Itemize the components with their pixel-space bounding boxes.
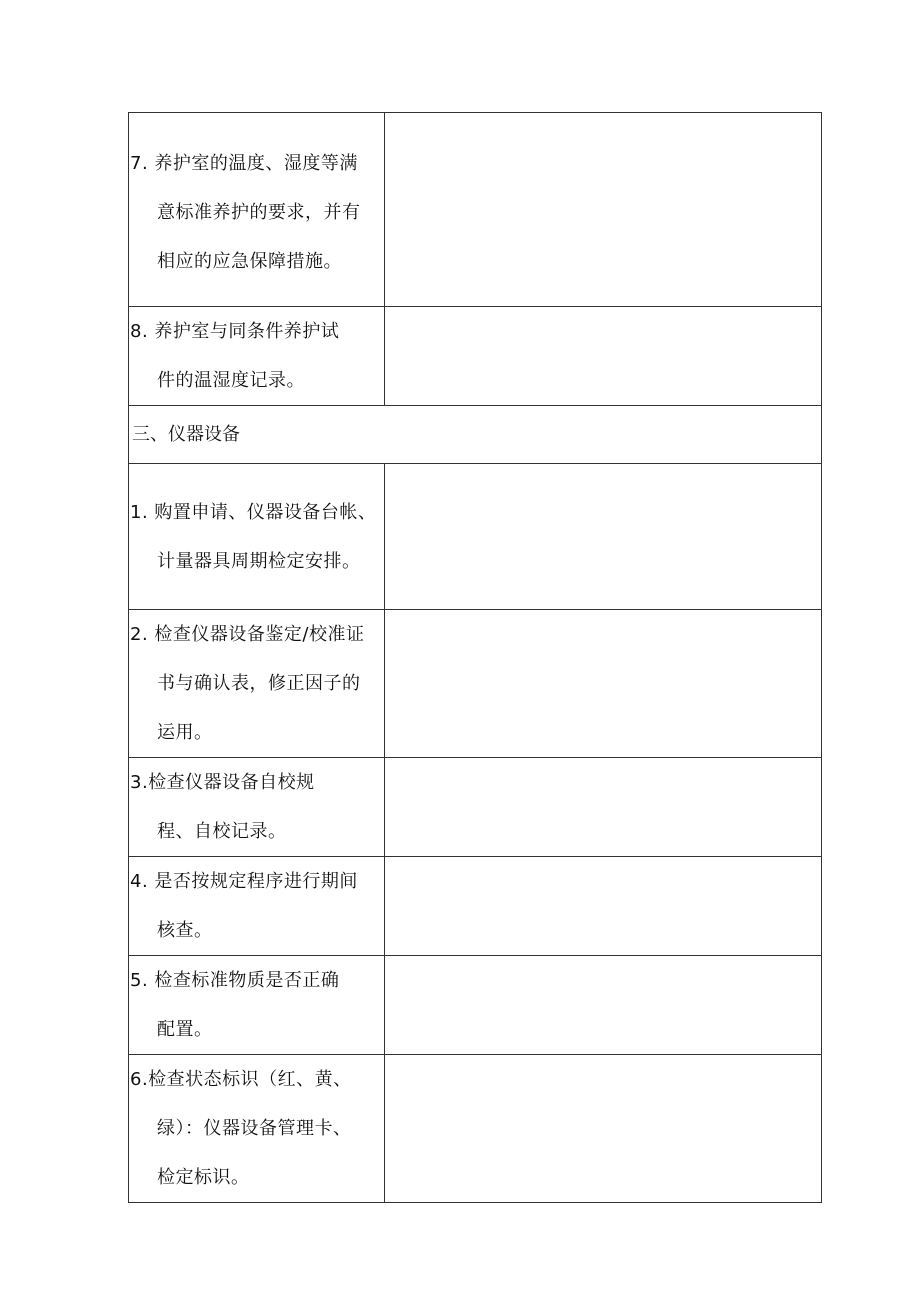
answer-cell[interactable]	[385, 758, 822, 857]
answer-cell[interactable]	[385, 307, 822, 406]
item-cell	[129, 1055, 385, 1203]
item-text-line: 程、自校记录。	[157, 821, 287, 842]
item-text-line: 检定标识。	[157, 1167, 250, 1188]
table-row	[129, 610, 822, 758]
section-row	[129, 406, 822, 464]
item-cell	[129, 956, 385, 1055]
item-cell	[129, 464, 385, 610]
item-cell	[129, 610, 385, 758]
item-cell	[129, 113, 385, 307]
table-row	[129, 464, 822, 610]
answer-cell[interactable]	[385, 464, 822, 610]
item-text-line: 相应的应急保障措施。	[157, 251, 342, 272]
item-text-line: 意标准养护的要求，并有	[157, 202, 361, 223]
item-text-line: 1. 购置申请、仪器设备台帐、	[130, 501, 377, 523]
inspection-table	[128, 112, 822, 1203]
item-text-line: 配置。	[157, 1019, 213, 1040]
item-text-line: 书与确认表，修正因子的	[157, 673, 361, 694]
table-row	[129, 956, 822, 1055]
item-text-line: 3.检查仪器设备自校规	[130, 772, 315, 793]
table-row	[129, 113, 822, 307]
item-text-line: 2. 检查仪器设备鉴定/校准证	[130, 624, 365, 645]
item-text-line: 核查。	[157, 920, 213, 941]
table-row	[129, 307, 822, 406]
item-text-line: 6.检查状态标识（红、黄、	[130, 1069, 352, 1090]
item-cell	[129, 307, 385, 406]
item-text-line: 运用。	[157, 722, 213, 743]
item-text-line: 8. 养护室与同条件养护试	[130, 321, 340, 342]
table-row	[129, 758, 822, 857]
section-title: 三、仪器设备	[132, 423, 240, 445]
table-row	[129, 1055, 822, 1203]
item-text-line: 4. 是否按规定程序进行期间	[130, 871, 358, 892]
item-text-line: 5. 检查标准物质是否正确	[130, 970, 340, 991]
answer-cell[interactable]	[385, 1055, 822, 1203]
section-cell	[129, 406, 822, 464]
item-text-line: 件的温湿度记录。	[157, 370, 305, 391]
item-cell	[129, 857, 385, 956]
item-text-line: 7. 养护室的温度、湿度等满	[130, 153, 358, 174]
answer-cell[interactable]	[385, 857, 822, 956]
item-text-line: 计量器具周期检定安排。	[157, 550, 361, 572]
item-text-line: 绿）：仪器设备管理卡、	[157, 1118, 352, 1139]
answer-cell[interactable]	[385, 610, 822, 758]
answer-cell[interactable]	[385, 956, 822, 1055]
answer-cell[interactable]	[385, 113, 822, 307]
item-cell	[129, 758, 385, 857]
table-row	[129, 857, 822, 956]
